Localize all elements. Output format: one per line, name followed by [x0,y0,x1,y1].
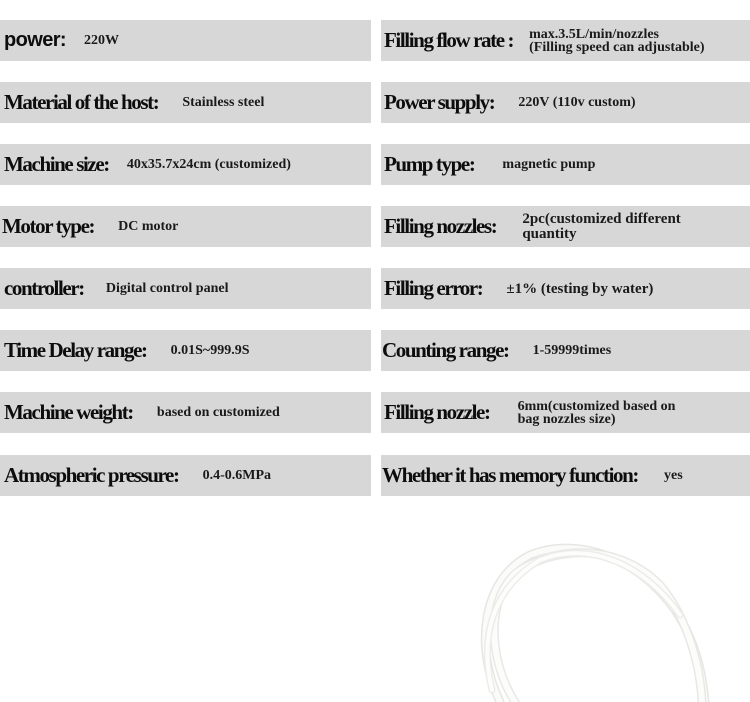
spec-value: Stainless steel [182,94,265,110]
spec-row-machine-size [0,144,371,185]
spec-value-line2: quantity [522,225,577,242]
spec-value: Digital control panel [105,280,229,296]
spec-label: Whether it has memory function: [382,463,639,487]
spec-label: Atmospheric pressure: [4,463,179,487]
spec-value: yes [664,467,683,483]
spec-value: magnetic pump [502,156,596,172]
spec-value-line1: max.3.5L/min/nozzles [529,26,660,42]
spec-row-memory-function [381,455,750,496]
spec-label: Filling flow rate : [384,28,514,52]
spec-value: 1-59999times [532,342,612,358]
spec-label: Counting range: [382,338,509,362]
spec-label: Power supply: [384,90,495,114]
spec-value: 220W [83,32,119,48]
spec-row-power [0,20,371,61]
spec-value-line2: (Filling speed can adjustable) [529,39,705,55]
spec-row-filling-nozzle [381,392,750,433]
spec-value: based on customized [156,404,280,420]
spec-row-pump-type [381,144,750,185]
spec-value-line2: bag nozzles size) [517,411,616,427]
spec-value [522,212,680,242]
spec-row-filling-error [381,268,750,309]
spec-value: 40x35.7x24cm (customized) [126,156,291,172]
spec-row-filling-nozzles [381,206,750,247]
spec-value [529,28,704,54]
spec-label: Filling nozzles: [384,214,497,238]
spec-label: Material of the host: [4,90,159,114]
spec-label: Filling error: [384,276,483,300]
spec-value: 0.4-0.6MPa [202,467,271,483]
white-tube-icon [470,540,750,702]
spec-value [518,400,676,426]
spec-label: Pump type: [384,152,475,176]
spec-value: 0.01S~999.9S [170,342,250,358]
spec-label: Filling nozzle: [384,400,490,424]
spec-value: DC motor [118,218,179,234]
spec-row-time-delay [0,330,371,371]
spec-label: Machine size: [4,152,109,176]
spec-label: power: [4,29,66,51]
spec-row-atmospheric-pressure [0,455,371,496]
spec-label: Motor type: [2,214,95,238]
spec-label: controller: [4,276,84,300]
spec-row-controller [0,268,371,309]
spec-row-counting-range [381,330,750,371]
spec-row-machine-weight [0,392,371,433]
spec-row-power-supply [381,82,750,123]
spec-label: Time Delay range: [4,338,147,362]
spec-value-line1: 6mm(customized based on [517,398,676,414]
spec-value: ±1% (testing by water) [506,280,654,297]
spec-row-motor-type [0,206,371,247]
spec-value-line1: 2pc(customized different [522,210,681,227]
spec-row-filling-flow-rate [381,20,750,61]
spec-row-material [0,82,371,123]
spec-label: Machine weight: [4,400,133,424]
spec-value: 220V (110v custom) [518,94,636,110]
